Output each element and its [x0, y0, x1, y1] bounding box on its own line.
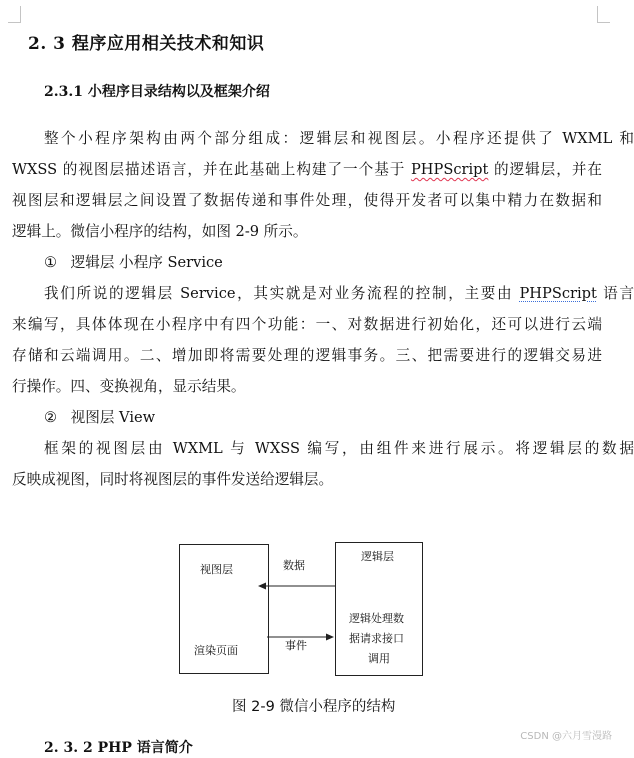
csdn-watermark: CSDN @六月雪漫路: [520, 731, 612, 742]
diagram-arrows: [0, 540, 620, 680]
render-page-label: 渲染页面: [194, 644, 238, 657]
para2-line2: 来编写，具体体现在小程序中有四个功能：一、对数据进行初始化，还可以进行云端: [12, 316, 602, 333]
event-arrow: [267, 634, 334, 641]
phpscript-term: PHPScript: [410, 161, 489, 178]
phpscript-term-2: PHPScript: [519, 285, 597, 302]
para3-line2: 反映成视图，同时将视图层的事件发送给逻辑层。: [12, 471, 334, 488]
data-arrow: [258, 583, 335, 590]
para1-line1: 整个小程序架构由两个部分组成：逻辑层和视图层。小程序还提供了 WXML 和: [44, 130, 634, 147]
list-item-logic-layer: ① 逻辑层 小程序 Service: [44, 254, 223, 271]
list-item-view-layer: ② 视图层 View: [44, 409, 156, 426]
para2-line4: 行操作。四、变换视角，显示结果。: [12, 378, 246, 395]
logic-body-line3: 调用: [368, 652, 390, 665]
event-arrow-label: 事件: [285, 639, 307, 652]
para1-line2: WXSS 的视图层描述语言，并在此基础上构建了一个基于 PHPScript 的逻辑层，并在: [12, 161, 602, 178]
para3-line1: 框架的视图层由 WXML 与 WXSS 编写，由组件来进行展示。将逻辑层的数据: [44, 440, 634, 457]
section-heading: 2. 3 程序应用相关技术和知识: [28, 34, 265, 54]
logic-body-line1: 逻辑处理数: [349, 612, 404, 625]
page-corner-mark-right: [597, 6, 610, 23]
page-corner-mark-left: [8, 6, 21, 23]
para1-line4: 逻辑上。微信小程序的结构，如图 2-9 所示。: [12, 223, 308, 240]
logic-layer-title: 逻辑层: [361, 550, 394, 563]
subsection-heading: 2.3.1 小程序目录结构以及框架介绍: [44, 84, 270, 100]
circled-number-2: ②: [44, 409, 58, 426]
para2-line1: 我们所说的逻辑层 Service，其实就是对业务流程的控制，主要由 PHPScript 语言: [44, 285, 634, 302]
next-section-heading: 2. 3. 2 PHP 语言简介: [44, 740, 193, 756]
para1-line3: 视图层和逻辑层之间设置了数据传递和事件处理，使得开发者可以集中精力在数据和: [12, 192, 602, 209]
wxml-term: WXML: [562, 130, 613, 147]
data-arrow-label: 数据: [283, 559, 305, 572]
view-layer-title: 视图层: [200, 563, 233, 576]
logic-body-line2: 据请求接口: [349, 632, 404, 645]
para2-line3: 存储和云端调用。二、增加即将需要处理的逻辑事务。三、把需要进行的逻辑交易进: [12, 347, 602, 364]
circled-number-1: ①: [44, 254, 58, 271]
miniprogram-structure-diagram: [0, 540, 620, 680]
figure-caption: 图 2-9 微信小程序的结构: [232, 699, 396, 715]
